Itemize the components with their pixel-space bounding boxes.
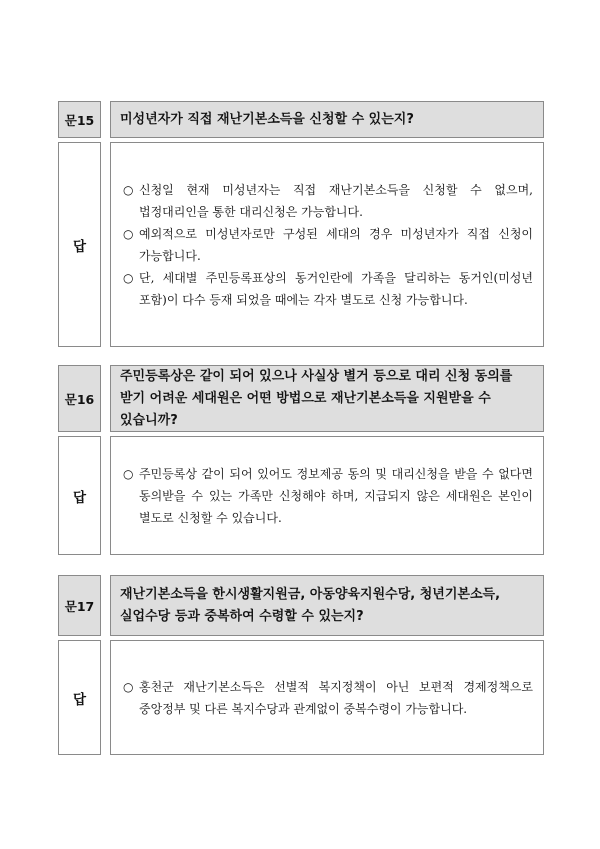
answer-row	[58, 436, 544, 555]
question-text: 재난기본소득을 한시생활지원금, 아동양육지원수당, 청년기본소득, 실업수당 등과 중복하여 수령할 수 있는지?	[110, 575, 544, 636]
answer-label: 답	[58, 640, 101, 755]
answer-label: 답	[58, 436, 101, 555]
question-row	[58, 101, 544, 138]
answer-text: 단, 세대별 주민등록표상의 동거인란에 가족을 달리하는 동거인(미성년 포함)이 다수 등재 되었을 때에는 각자 별도로 신청 가능합니다.	[139, 270, 533, 307]
question-text: 미성년자가 직접 재난기본소득을 신청할 수 있는지?	[110, 101, 544, 138]
answer-box	[110, 142, 544, 347]
question-row	[58, 575, 544, 636]
answer-item	[123, 676, 533, 720]
answer-row	[58, 142, 544, 347]
answer-item	[123, 267, 533, 311]
question-number-label: 문15	[58, 101, 101, 138]
circle-bullet-icon: ○	[123, 226, 134, 241]
answer-item	[123, 223, 533, 267]
answer-label: 답	[58, 142, 101, 347]
question-number-label: 문17	[58, 575, 101, 636]
answer-item	[123, 463, 533, 529]
question-number-label: 문16	[58, 365, 101, 432]
answer-row	[58, 640, 544, 755]
answer-text: 홍천군 재난기본소득은 선별적 복지정책이 아닌 보편적 경제정책으로 중앙정부 및 다른 복지수당과 관계없이 중복수령이 가능합니다.	[139, 679, 533, 716]
answer-item	[123, 179, 533, 223]
circle-bullet-icon: ○	[123, 679, 134, 694]
question-text: 주민등록상은 같이 되어 있으나 사실상 별거 등으로 대리 신청 동의를 받기 어려운 세대원은 어떤 방법으로 재난기본소득을 지원받을 수 있습니까?	[110, 365, 544, 432]
answer-text: 예외적으로 미성년자로만 구성된 세대의 경우 미성년자가 직접 신청이 가능합니다.	[139, 226, 533, 263]
circle-bullet-icon: ○	[123, 270, 134, 285]
answer-text: 신청일 현재 미성년자는 직접 재난기본소득을 신청할 수 없으며, 법정대리인을 통한 대리신청은 가능합니다.	[139, 182, 533, 219]
qa-block-17	[58, 575, 544, 755]
qa-block-15	[58, 101, 544, 347]
circle-bullet-icon: ○	[123, 466, 134, 481]
circle-bullet-icon: ○	[123, 182, 134, 197]
answer-text: 주민등록상 같이 되어 있어도 정보제공 동의 및 대리신청을 받을 수 없다면 동의받을 수 있는 가족만 신청해야 하며, 지급되지 않은 세대원은 본인이 별도로 신청할 수 있습니다.	[139, 466, 533, 525]
question-row	[58, 365, 544, 432]
qa-block-16	[58, 365, 544, 555]
answer-box	[110, 640, 544, 755]
answer-box	[110, 436, 544, 555]
